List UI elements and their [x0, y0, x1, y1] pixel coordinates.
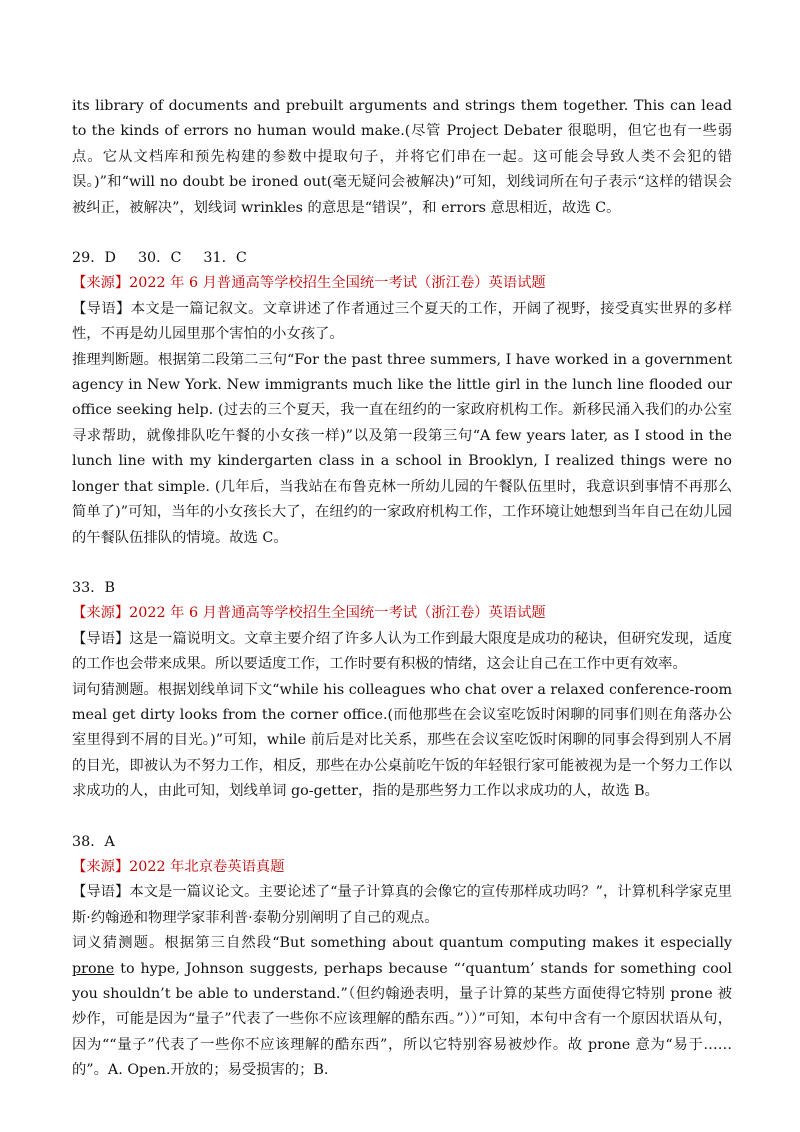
- analysis-paragraph: its library of documents and prebuilt arguments and strings them together. This can lead to the kinds of errors no human would make.(尽管 Project Debater 很聪明，但它也有一些弱点。它从文档库和预先构建的参数中提取句子，并将它们串在一起。这可能会导致人类不会犯的错误。)”和“will no doubt be ironed out(毫无疑问会被解决)”可知，划线词所在句子表示“这样的错误会被纠正，被解决”，划线词 wrinkles 的意思是“错误”，和 errors 意思相近，故选 C。: [72, 98, 732, 216]
- answer-30: 30．C: [137, 250, 182, 267]
- answer-block-38: [72, 830, 732, 1084]
- spacer: [72, 805, 732, 830]
- analysis-paragraph: 词句猜测题。根据划线单词下文“while his colleagues who chat over a relaxed conference-room meal get dirty looks from the corner office.(而他那些在会议室吃饭时闲聊的同事们则在角落办公室里得到不屑的目光。)”可知，while 前后是对比关系，那些在会议室吃饭时闲聊的同事会得到别人不屑的目光，即被认为不努力工作，相反，那些在办公桌前吃午饭的年轻银行家可能被视为是一个努力工作以求成功的人，由此可知，划线单词 go-getter，指的是那些努力工作以求成功的人，故选 B。: [72, 681, 732, 800]
- guide-paragraph: 【导语】这是一篇说明文。文章主要介绍了许多人认为工作到最大限度是成功的秘诀，但研究发现，适度的工作也会带来成果。所以要适度工作，工作时要有积极的情绪，这会让自己在工作中更有效率。: [72, 630, 732, 673]
- answer-line: [72, 576, 732, 601]
- spacer: [72, 221, 732, 246]
- guide-paragraph: 【导语】本文是一篇议论文。主要论述了“量子计算真的会像它的宣传那样成功吗？”，计算机科学家克里斯·约翰逊和物理学家菲利普·泰勒分别阐明了自己的观点。: [72, 884, 732, 926]
- analysis-text-start: 词义猜测题。根据第三自然段“But something about quantum computing makes it especially: [72, 935, 732, 952]
- answer-33: 33．B: [72, 579, 115, 596]
- source-line: 【来源】2022 年北京卷英语真题: [72, 858, 285, 875]
- spacer: [72, 551, 732, 576]
- answer-31: 31．C: [203, 250, 247, 267]
- analysis-paragraph: [72, 931, 732, 1083]
- source-line: 【来源】2022 年 6 月普通高等学校招生全国统一考试（浙江卷）英语试题: [72, 275, 546, 292]
- answer-block-29-31: [72, 246, 732, 551]
- analysis-text-end: to hype, Johnson suggests, perhaps because “‘quantum’ stands for something cool you shouldn’t be able to understand.”（但约翰逊表明，量子计算的某些方面使得它特别 prone 被炒作，可能是因为“量子”代表了一些你不应该理解的酷东西。”））”可知，本句中含有一个原因状语从句，因为““量子”代表了一些你不应该理解的酷东西”，所以它特别容易被炒作。故 prone 意为“易于……的”。A. Open.开放的；易受损害的；B.: [72, 960, 732, 1079]
- answer-block-wrinkles: [72, 94, 732, 221]
- guide-paragraph: 【导语】本文是一篇记叙文。文章讲述了作者通过三个夏天的工作，开阔了视野，接受真实世界的多样性，不再是幼儿园里那个害怕的小女孩了。: [72, 300, 732, 343]
- answer-38: 38．A: [72, 833, 115, 850]
- document-page: [72, 94, 732, 1084]
- answer-block-33: [72, 576, 732, 805]
- answer-line: [72, 830, 732, 855]
- underlined-word: prone: [72, 960, 115, 977]
- answer-line: [72, 246, 732, 271]
- source-line: 【来源】2022 年 6 月普通高等学校招生全国统一考试（浙江卷）英语试题: [72, 605, 546, 622]
- answer-29: 29．D: [72, 250, 116, 267]
- analysis-paragraph: 推理判断题。根据第二段第二三句“For the past three summers, I have worked in a government agency in New York. New immigrants much like the little girl in the lunch line flooded our office seeking help. (过去的三个夏天，我一直在纽约的一家政府机构工作。新移民涌入我们的办公室寻求帮助，就像排队吃午餐的小女孩一样)”以及第一段第三句“A few years later, as I stood in the lunch line with my kindergarten class in a school in Brooklyn, I realized things were no longer that simple. (几年后，当我站在布鲁克林一所幼儿园的午餐队伍里时，我意识到事情不再那么简单了)”可知，当年的小女孩长大了，在纽约的一家政府机构工作，工作环境让她想到当年自己在幼儿园的午餐队伍排队的情境。故选 C。: [72, 351, 732, 546]
